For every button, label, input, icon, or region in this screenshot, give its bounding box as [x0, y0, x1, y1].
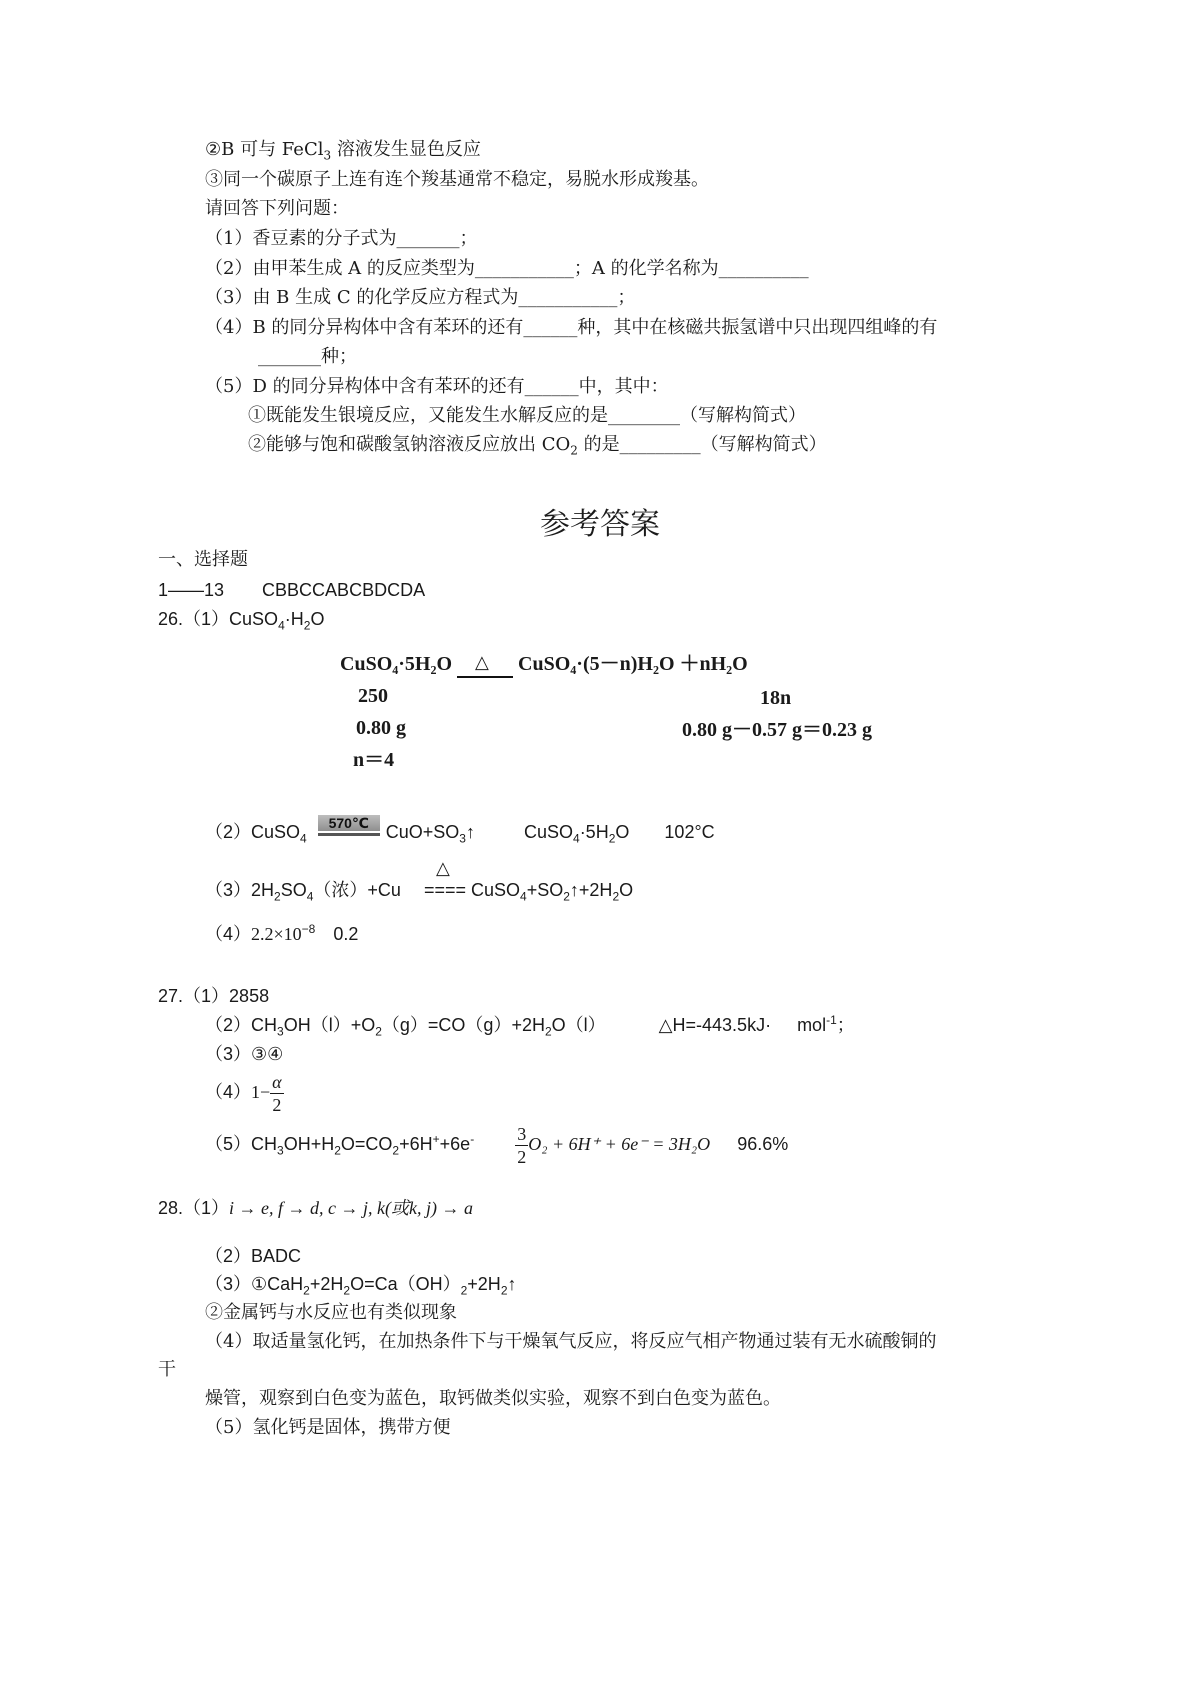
question-2: （2）由甲苯生成 A 的反应类型为___________；A 的化学名称为__________ — [205, 258, 809, 279]
q27-part-5: $(5)CH_3OH+H_2O=CO_2+6H^++6e^-$ $\frac{3}{2}$ O₂ + 6H⁺ + 6e⁻ = 3H₂O 96.6% — [205, 1123, 789, 1167]
q27-part-4: （4）1− $\frac{\alpha}{2}$ — [205, 1071, 282, 1115]
question-5-part-2: ②能够与饱和碳酸氢钠溶液反应放出 $CO_2$ 的是_________（写解构简式） — [248, 434, 827, 458]
q28-part-4-line-2: 干 — [158, 1359, 176, 1380]
answer-prompt: 请回答下列问题： — [205, 198, 349, 219]
condition-2: ②B 可与 FeCl$_3$ 溶液发生显色反应 — [205, 139, 481, 163]
question-4-line-1: （4）B 的同分异构体中含有苯环的还有______种，其中在核磁共振氢谱中只出现四组峰的有 — [205, 317, 938, 338]
question-5-part-1: ①既能发生银境反应，又能发生水解反应的是________（写解构简式） — [248, 405, 806, 426]
q28-part-3b: ②金属钙与水反应也有类似现象 — [205, 1302, 457, 1323]
q28-part-4-line-3: 燥管，观察到白色变为蓝色，取钙做类似实验，观察不到白色变为蓝色。 — [205, 1388, 781, 1409]
q26-eq-mass: 0.80 g — [356, 717, 406, 739]
condition-3: ③同一个碳原子上连有连个羧基通常不稳定，易脱水形成羧基。 — [205, 169, 709, 190]
q26-eq-n-result: n＝4 — [353, 749, 395, 771]
q28-part-4-line-1: （4）取适量氢化钙，在加热条件下与干燥氧气反应，将反应气相产物通过装有无水硫酸铜的 — [205, 1331, 937, 1352]
section-choice-heading: 一、选择题 — [158, 549, 248, 570]
q26-eq-molar-250: 250 — [358, 685, 388, 707]
question-1: （1）香豆素的分子式为_______； — [205, 228, 478, 249]
heat-triangle-icon: △ — [435, 858, 450, 878]
q26-part-2: （2）CuSO$_4$ 570℃ $CuO+SO_3↑$ $CuSO_4\cdot 5H_2O$ 102°C — [205, 815, 715, 846]
alpha-fraction: $\frac{\alpha}{2}$ — [272, 1071, 282, 1115]
question-3: （3）由 B 生成 C 的化学反应方程式为___________； — [205, 287, 636, 308]
question-4-line-2: _______种； — [258, 346, 357, 367]
q27-part-3: （3）③④ — [205, 1044, 284, 1064]
q26-equation-line: CuSO₄·5H₂O △ CuSO₄·(5－n)H₂O ＋nH₂O — [340, 652, 748, 676]
heat-triangle-icon: △ — [475, 652, 489, 672]
q27-part-2: $(2)CH_3OH(l)+O_2(g)=CO(g)+2H_2O(l)$ △H=-443.5kJ· mol$^{-1}$； — [205, 1013, 855, 1039]
answer-title: 参考答案 — [540, 507, 660, 542]
q27-part-1: 27.（1）2858 — [158, 986, 270, 1006]
q26-part-1: $26.(1)CuSO_4\cdot H_2O$ — [158, 609, 325, 633]
q26-part-4: $(4)2.2\times 10^{-8}$ 0.2 — [205, 922, 359, 944]
q26-eq-mass-diff: 0.80 g－0.57 g＝0.23 g — [682, 719, 872, 741]
three-halves-fraction: $\frac{3}{2}$ — [517, 1123, 527, 1167]
question-5: （5）D 的同分异构体中含有苯环的还有______中，其中： — [205, 376, 669, 397]
q28-part-1: 28.（1）i → e, f → d, c → j, k(或k, j) → a — [158, 1198, 473, 1218]
reaction-condition-570: 570℃ — [318, 815, 380, 836]
q26-eq-molar-18n: 18n — [760, 687, 792, 709]
q28-part-2: （2）BADC — [205, 1246, 302, 1266]
choice-answers-row: 1——13 CBBCCABCBDCDA — [158, 580, 426, 600]
q28-part-5: （5）氢化钙是固体，携带方便 — [205, 1417, 451, 1438]
q28-part-3a: $(3)①CaH_2+2H_2O=Ca(OH)_2+2H_2↑$ — [205, 1274, 517, 1298]
q26-part-3: $(3)2H_2SO_4$（浓）+Cu △ ==== $CuSO_4+SO_2↑+2H_2O$ — [205, 858, 634, 904]
